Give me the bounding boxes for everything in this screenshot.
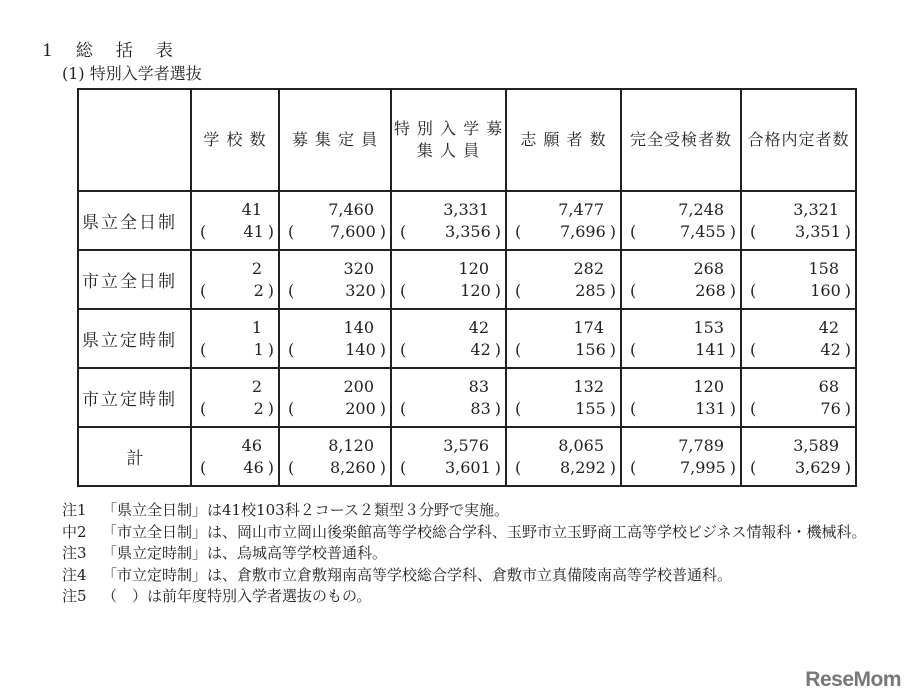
previous-value: 7,696 bbox=[559, 221, 606, 241]
title-char: 表 bbox=[155, 41, 174, 61]
header-row bbox=[78, 89, 856, 191]
open-paren: ( bbox=[200, 280, 207, 300]
close-paren: ) bbox=[729, 457, 736, 477]
open-paren: ( bbox=[288, 339, 295, 359]
value-cell bbox=[506, 191, 621, 250]
previous-value: 141 bbox=[695, 339, 726, 359]
current-value: 3,589 bbox=[793, 435, 839, 455]
note-item bbox=[62, 543, 867, 565]
current-value: 7,460 bbox=[328, 199, 374, 219]
close-paren: ) bbox=[494, 457, 501, 477]
value-cell bbox=[506, 427, 621, 486]
value-cell bbox=[391, 309, 506, 368]
note-text: （ ）は前年度特別入学者選抜のもの。 bbox=[102, 587, 372, 605]
note-text: 「県立定時制」は、烏城高等学校普通科。 bbox=[102, 544, 388, 562]
column-header: 特 別 入 学 募 集 人 員 bbox=[391, 89, 506, 191]
column-header: 完全受検者数 bbox=[621, 89, 741, 191]
open-paren: ( bbox=[750, 398, 757, 418]
value-cell bbox=[741, 309, 856, 368]
previous-value-line bbox=[742, 457, 855, 479]
previous-value: 83 bbox=[470, 398, 491, 418]
previous-value-line bbox=[280, 221, 390, 243]
current-value: 41 bbox=[241, 199, 262, 219]
close-paren: ) bbox=[494, 280, 501, 300]
row-label: 県立定時制 bbox=[78, 309, 191, 368]
value-cell bbox=[621, 368, 741, 427]
previous-value-line bbox=[392, 457, 505, 479]
open-paren: ( bbox=[630, 221, 637, 241]
previous-value-line bbox=[192, 221, 278, 243]
close-paren: ) bbox=[844, 398, 851, 418]
previous-value-line bbox=[742, 339, 855, 361]
note-key: 注4 bbox=[62, 565, 87, 584]
open-paren: ( bbox=[288, 457, 295, 477]
value-cell bbox=[191, 368, 279, 427]
note-key: 注3 bbox=[62, 544, 87, 562]
current-value: 8,065 bbox=[558, 435, 604, 455]
previous-value: 3,351 bbox=[794, 221, 841, 241]
close-paren: ) bbox=[844, 280, 851, 300]
previous-value-line bbox=[742, 398, 855, 420]
close-paren: ) bbox=[609, 339, 616, 359]
close-paren: ) bbox=[494, 221, 501, 241]
close-paren: ) bbox=[729, 221, 736, 241]
open-paren: ( bbox=[750, 221, 757, 241]
note-key: 注5 bbox=[62, 587, 87, 605]
current-value: 132 bbox=[573, 376, 604, 396]
previous-value-line bbox=[280, 280, 390, 302]
title-char: 総 bbox=[75, 41, 94, 61]
title-number: 1 bbox=[42, 41, 54, 61]
current-value: 2 bbox=[251, 258, 262, 278]
current-value: 1 bbox=[251, 317, 262, 337]
previous-value-line bbox=[507, 457, 620, 479]
close-paren: ) bbox=[379, 280, 386, 300]
note-text: 「県立全日制」は41校103科２コース２類型３分野で実施。 bbox=[102, 501, 509, 519]
current-value: 2 bbox=[251, 376, 262, 396]
previous-value: 120 bbox=[460, 280, 491, 300]
value-cell bbox=[741, 191, 856, 250]
open-paren: ( bbox=[400, 280, 407, 300]
previous-value-line bbox=[622, 280, 740, 302]
value-cell bbox=[391, 250, 506, 309]
summary-table bbox=[77, 88, 857, 487]
open-paren: ( bbox=[400, 398, 407, 418]
value-cell bbox=[621, 191, 741, 250]
close-paren: ) bbox=[267, 457, 274, 477]
open-paren: ( bbox=[515, 339, 522, 359]
close-paren: ) bbox=[267, 398, 274, 418]
value-cell bbox=[191, 250, 279, 309]
current-value: 7,789 bbox=[678, 435, 724, 455]
value-cell bbox=[621, 427, 741, 486]
table-row bbox=[78, 427, 856, 486]
previous-value: 285 bbox=[575, 280, 606, 300]
open-paren: ( bbox=[400, 339, 407, 359]
current-value: 7,477 bbox=[558, 199, 604, 219]
current-value: 268 bbox=[693, 258, 724, 278]
previous-value-line bbox=[192, 280, 278, 302]
current-value: 68 bbox=[818, 376, 839, 396]
previous-value-line bbox=[622, 457, 740, 479]
previous-value-line bbox=[392, 398, 505, 420]
previous-value: 140 bbox=[345, 339, 376, 359]
value-cell bbox=[621, 309, 741, 368]
previous-value: 42 bbox=[470, 339, 491, 359]
current-value: 42 bbox=[818, 317, 839, 337]
value-cell bbox=[391, 427, 506, 486]
value-cell bbox=[191, 427, 279, 486]
open-paren: ( bbox=[750, 457, 757, 477]
value-cell bbox=[279, 368, 391, 427]
value-cell bbox=[279, 427, 391, 486]
close-paren: ) bbox=[494, 339, 501, 359]
value-cell bbox=[621, 250, 741, 309]
value-cell bbox=[391, 191, 506, 250]
close-paren: ) bbox=[609, 221, 616, 241]
note-key: 中2 bbox=[62, 522, 87, 541]
open-paren: ( bbox=[288, 398, 295, 418]
current-value: 3,321 bbox=[793, 199, 839, 219]
note-item bbox=[62, 586, 867, 608]
previous-value: 42 bbox=[820, 339, 841, 359]
previous-value: 7,600 bbox=[329, 221, 376, 241]
value-cell bbox=[279, 191, 391, 250]
previous-value-line bbox=[192, 457, 278, 479]
corner-cell bbox=[78, 89, 191, 191]
open-paren: ( bbox=[630, 398, 637, 418]
close-paren: ) bbox=[844, 221, 851, 241]
row-label: 市立定時制 bbox=[78, 368, 191, 427]
close-paren: ) bbox=[267, 221, 274, 241]
previous-value-line bbox=[742, 280, 855, 302]
section-title bbox=[42, 36, 196, 61]
open-paren: ( bbox=[515, 280, 522, 300]
previous-value-line bbox=[507, 221, 620, 243]
previous-value-line bbox=[507, 339, 620, 361]
current-value: 46 bbox=[241, 435, 262, 455]
note-key: 注1 bbox=[62, 501, 87, 519]
previous-value-line bbox=[280, 457, 390, 479]
title-char: 括 bbox=[115, 41, 134, 61]
open-paren: ( bbox=[515, 221, 522, 241]
close-paren: ) bbox=[729, 280, 736, 300]
notes bbox=[62, 500, 867, 608]
close-paren: ) bbox=[379, 398, 386, 418]
previous-value-line bbox=[280, 398, 390, 420]
previous-value-line bbox=[622, 221, 740, 243]
current-value: 140 bbox=[343, 317, 374, 337]
close-paren: ) bbox=[267, 339, 274, 359]
current-value: 42 bbox=[468, 317, 489, 337]
previous-value: 200 bbox=[345, 398, 376, 418]
previous-value: 268 bbox=[695, 280, 726, 300]
previous-value: 320 bbox=[345, 280, 376, 300]
previous-value-line bbox=[280, 339, 390, 361]
previous-value-line bbox=[622, 398, 740, 420]
row-label: 計 bbox=[78, 427, 191, 486]
close-paren: ) bbox=[609, 280, 616, 300]
close-paren: ) bbox=[379, 457, 386, 477]
close-paren: ) bbox=[379, 339, 386, 359]
open-paren: ( bbox=[288, 221, 295, 241]
open-paren: ( bbox=[200, 398, 207, 418]
open-paren: ( bbox=[400, 221, 407, 241]
current-value: 200 bbox=[343, 376, 374, 396]
note-item bbox=[62, 565, 867, 587]
previous-value-line bbox=[392, 339, 505, 361]
subsection-title: (1) 特別入学者選抜 bbox=[62, 64, 202, 83]
close-paren: ) bbox=[267, 280, 274, 300]
close-paren: ) bbox=[379, 221, 386, 241]
value-cell bbox=[191, 191, 279, 250]
close-paren: ) bbox=[844, 457, 851, 477]
previous-value-line bbox=[742, 221, 855, 243]
previous-value: 7,455 bbox=[679, 221, 726, 241]
close-paren: ) bbox=[494, 398, 501, 418]
previous-value: 76 bbox=[820, 398, 841, 418]
table-row bbox=[78, 250, 856, 309]
open-paren: ( bbox=[200, 339, 207, 359]
open-paren: ( bbox=[750, 280, 757, 300]
value-cell bbox=[391, 368, 506, 427]
current-value: 320 bbox=[343, 258, 374, 278]
watermark-logo: ReseMom bbox=[805, 668, 901, 691]
value-cell bbox=[741, 368, 856, 427]
previous-value: 3,356 bbox=[444, 221, 491, 241]
current-value: 83 bbox=[468, 376, 489, 396]
column-header: 学 校 数 bbox=[191, 89, 279, 191]
previous-value-line bbox=[507, 280, 620, 302]
current-value: 120 bbox=[458, 258, 489, 278]
value-cell bbox=[741, 427, 856, 486]
previous-value: 46 bbox=[243, 457, 264, 477]
previous-value-line bbox=[392, 280, 505, 302]
previous-value: 131 bbox=[695, 398, 726, 418]
open-paren: ( bbox=[515, 398, 522, 418]
column-header: 志 願 者 数 bbox=[506, 89, 621, 191]
previous-value: 2 bbox=[253, 280, 264, 300]
note-item bbox=[62, 522, 867, 544]
previous-value-line bbox=[192, 339, 278, 361]
previous-value-line bbox=[192, 398, 278, 420]
previous-value: 7,995 bbox=[679, 457, 726, 477]
row-label: 県立全日制 bbox=[78, 191, 191, 250]
table-row bbox=[78, 191, 856, 250]
value-cell bbox=[506, 368, 621, 427]
previous-value: 3,601 bbox=[444, 457, 491, 477]
note-text: 「市立定時制」は、倉敷市立倉敷翔南高等学校総合学科、倉敷市立真備陵南高等学校普通科。 bbox=[102, 565, 733, 584]
previous-value: 41 bbox=[243, 221, 264, 241]
close-paren: ) bbox=[729, 398, 736, 418]
value-cell bbox=[506, 250, 621, 309]
previous-value-line bbox=[507, 398, 620, 420]
open-paren: ( bbox=[200, 457, 207, 477]
table-row bbox=[78, 309, 856, 368]
note-item bbox=[62, 500, 867, 522]
value-cell bbox=[506, 309, 621, 368]
previous-value: 156 bbox=[575, 339, 606, 359]
table-row bbox=[78, 368, 856, 427]
current-value: 3,331 bbox=[443, 199, 489, 219]
value-cell bbox=[279, 309, 391, 368]
value-cell bbox=[279, 250, 391, 309]
current-value: 153 bbox=[693, 317, 724, 337]
column-header: 募 集 定 員 bbox=[279, 89, 391, 191]
open-paren: ( bbox=[630, 339, 637, 359]
column-header: 合格内定者数 bbox=[741, 89, 856, 191]
current-value: 3,576 bbox=[443, 435, 489, 455]
previous-value: 155 bbox=[575, 398, 606, 418]
open-paren: ( bbox=[630, 280, 637, 300]
previous-value-line bbox=[392, 221, 505, 243]
open-paren: ( bbox=[515, 457, 522, 477]
row-label: 市立全日制 bbox=[78, 250, 191, 309]
value-cell bbox=[191, 309, 279, 368]
open-paren: ( bbox=[288, 280, 295, 300]
close-paren: ) bbox=[609, 398, 616, 418]
open-paren: ( bbox=[200, 221, 207, 241]
close-paren: ) bbox=[844, 339, 851, 359]
previous-value: 1 bbox=[253, 339, 264, 359]
current-value: 174 bbox=[573, 317, 604, 337]
previous-value: 2 bbox=[253, 398, 264, 418]
open-paren: ( bbox=[750, 339, 757, 359]
current-value: 120 bbox=[693, 376, 724, 396]
previous-value: 8,292 bbox=[559, 457, 606, 477]
previous-value: 8,260 bbox=[329, 457, 376, 477]
current-value: 8,120 bbox=[328, 435, 374, 455]
current-value: 158 bbox=[808, 258, 839, 278]
previous-value: 3,629 bbox=[794, 457, 841, 477]
close-paren: ) bbox=[729, 339, 736, 359]
value-cell bbox=[741, 250, 856, 309]
previous-value: 160 bbox=[810, 280, 841, 300]
open-paren: ( bbox=[400, 457, 407, 477]
open-paren: ( bbox=[630, 457, 637, 477]
close-paren: ) bbox=[609, 457, 616, 477]
note-text: 「市立全日制」は、岡山市立岡山後楽館高等学校総合学科、玉野市立玉野商工高等学校ビジネス情報科・機械科。 bbox=[102, 522, 867, 541]
current-value: 7,248 bbox=[678, 199, 724, 219]
current-value: 282 bbox=[573, 258, 604, 278]
previous-value-line bbox=[622, 339, 740, 361]
